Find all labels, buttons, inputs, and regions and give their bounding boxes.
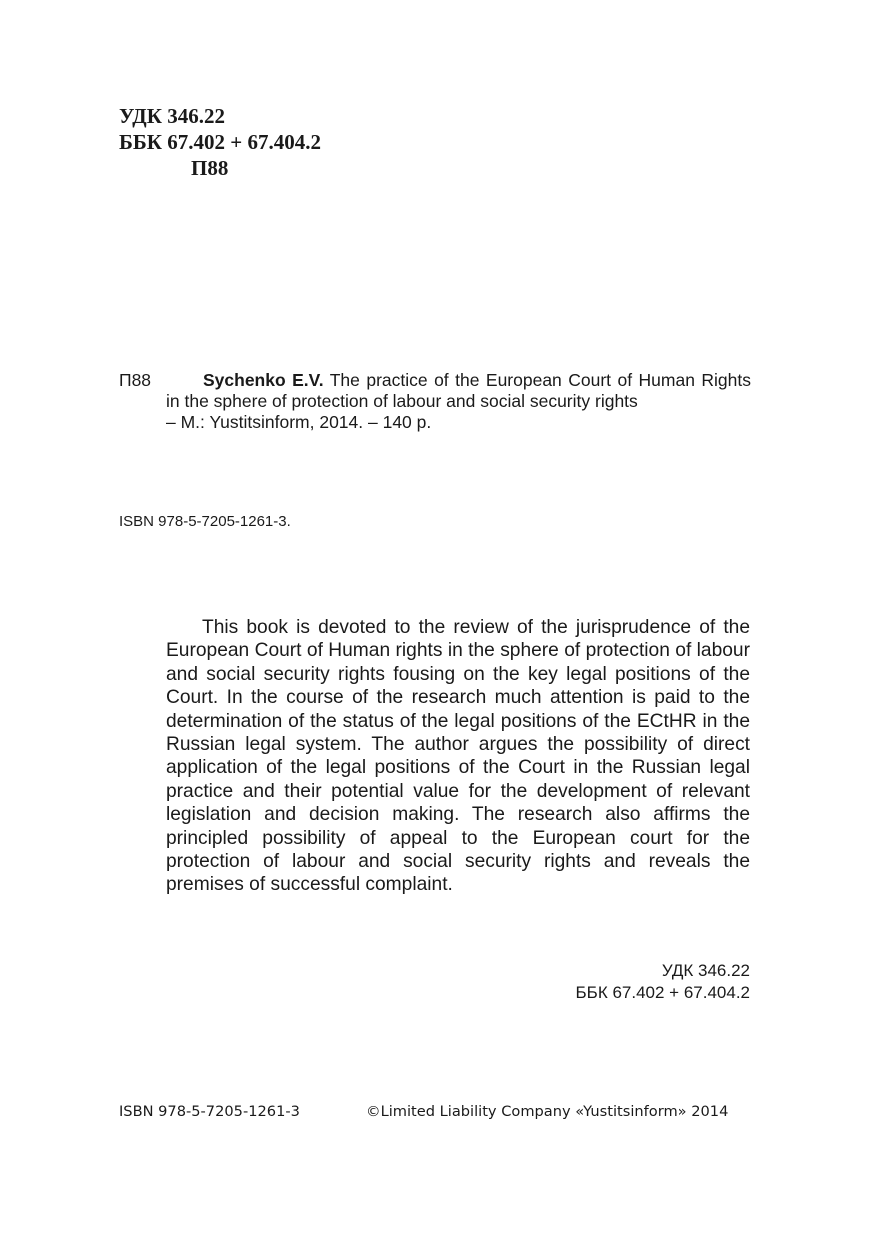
catalog-entry: [119, 370, 751, 433]
catalog-code: П88: [119, 370, 152, 390]
udk-code-right: УДК 346.22: [661, 961, 750, 980]
classification-header: [119, 103, 321, 181]
footer-isbn: ISBN 978-5-7205-1261-3: [119, 1103, 300, 1120]
isbn-line: ISBN 978-5-7205-1261-3.: [119, 513, 291, 530]
bbk-code-right: ББК 67.402 + 67.404.2: [575, 983, 750, 1002]
author-name: Sychenko E.V.: [203, 370, 324, 390]
author-sign-code: П88: [191, 156, 229, 180]
bbk-code: ББК 67.402 + 67.404.2: [119, 130, 321, 154]
imprint: – M.: Yustitsinform, 2014. – 140 p.: [166, 412, 432, 432]
abstract-paragraph: This book is devoted to the review of the jurisprudence of the European Court of Human rights in the sphere of protection of labour and social security rights fousing on the key legal positions of the Court. In the course of the research much attention is paid to the determination of the status of the legal positions of the ECtHR in the Russian legal system. The author argues the possibility of direct application of the legal positions of the Court in the Russian legal practice and their potential value for the development of relevant legislation and decision making. The research also affirms the principled possibility of appeal to the European court for the protection of labour and social security rights and reveals the premises of successful complaint.: [166, 617, 750, 896]
book-title: The practice of the European Court of Human Rights in the sphere of protection of labour and social security rights: [166, 370, 751, 411]
copyright-notice: ©Limited Liability Company «Yustitsinform» 2014: [366, 1103, 729, 1120]
catalog-description: [166, 370, 751, 433]
classification-codes-right: [576, 960, 750, 1004]
udk-code: УДК 346.22: [119, 104, 225, 128]
